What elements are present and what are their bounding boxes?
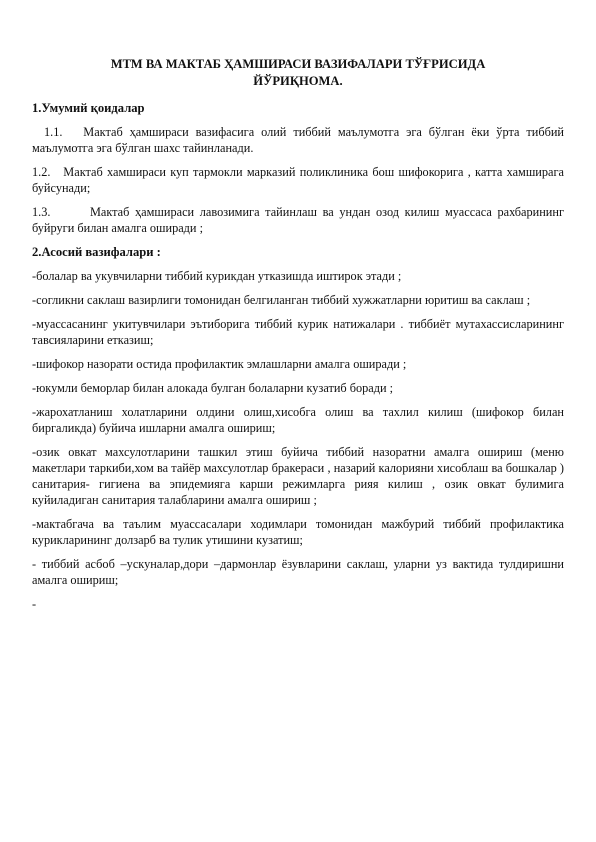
- duty-item: -согликни саклаш вазирлиги томонидан белгиланган тиббий хужжатларни юритиш ва саклаш ;: [32, 293, 531, 307]
- section-1-item: [32, 164, 564, 196]
- item-text: Мактаб ҳамшираси лавозимига тайинлаш ва ундан озод килиш муассаса рахбарининг буйруги билан амалга оширади ;: [32, 205, 564, 235]
- duty-item: - тиббий асбоб –ускуналар,дори –дармонлар ёзувларини саклаш, уларни уз вактида тулдиришни амалга ошириш;: [32, 557, 564, 587]
- duty-item: -муассасанинг укитувчилари эътиборига тиббий курик натижалари . тиббиёт мутахассисларининг тавсияларини етказиш;: [32, 317, 564, 347]
- duty-item: -: [32, 597, 37, 611]
- duty-item: -юкумли беморлар билан алокада булган болаларни кузатиб боради ;: [32, 381, 394, 395]
- item-number: 1.1.: [44, 125, 63, 139]
- section-1-item: [32, 204, 564, 236]
- item-number: 1.2.: [32, 165, 51, 179]
- document-page: [32, 56, 564, 620]
- duty-item: -жарохатланиш холатларини олдини олиш,хисобга олиш ва тахлил килиш (шифокор билан биргаликда) буйича ишларни амалга ошириш;: [32, 405, 564, 435]
- duty-item: -болалар ва укувчиларни тиббий курикдан утказишда иштирок этади ;: [32, 269, 402, 283]
- title-line-2: ЙЎРИҚНОМА.: [253, 74, 343, 88]
- document-title: [32, 56, 564, 90]
- item-number: 1.3.: [32, 205, 51, 219]
- item-text: Мактаб ҳамшираси вазифасига олий тиббий маълумотга эга бўлган ёки ўрта тиббий маълумотга эга бўлган шахс тайинланади.: [32, 125, 564, 155]
- section-1-heading: 1.Умумий қоидалар: [32, 101, 145, 115]
- title-line-1: МТМ ВА МАКТАБ ҲАМШИРАСИ ВАЗИФАЛАРИ ТЎҒРИСИДА: [110, 57, 486, 71]
- section-2-heading: 2.Асосий вазифалари :: [32, 245, 161, 259]
- duty-item: -шифокор назорати остида профилактик эмлашларни амалга оширади ;: [32, 357, 407, 371]
- duty-item: -мактабгача ва таълим муассасалари ходимлари томонидан мажбурий тиббий профилактика курикларининг долзарб ва тулик утишини кузатиш;: [32, 517, 564, 547]
- duty-item: -озик овкат махсулотларини ташкил этиш буйича тиббий назоратни амалга ошириш (меню макетлари таркиби,хом ва тайёр махсулотлар бракераси , назарий калорияни хисоблаш ва бошкалар ) санитария- гигиена ва эпидемияга карши режимларга рияя килиш , озик овкат булимига куйиладиган санитария талабларини амалга ошириш ;: [32, 445, 564, 507]
- section-1-item: [32, 124, 564, 156]
- item-text: Мактаб хамшираси куп тармокли марказий поликлиника бош шифокорига , катта хамширага буйсунади;: [32, 165, 564, 195]
